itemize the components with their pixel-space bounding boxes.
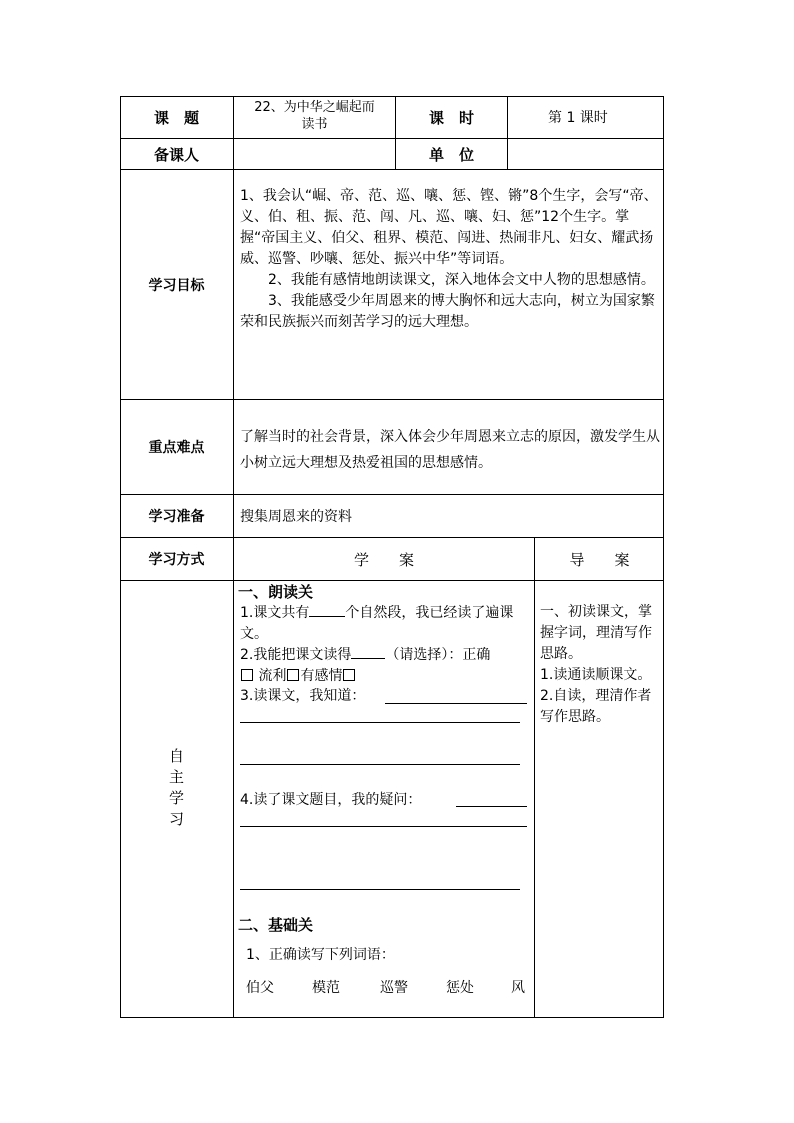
topic-value-line2: 读书 [301, 117, 328, 132]
section1-title: 一、朗读关 [238, 583, 314, 601]
answer-line[interactable] [456, 806, 527, 807]
objective-3: 3、我能感受少年周恩来的博大胸怀和远大志向，树立为国家繁荣和民族振兴而刻苦学习的远大理想。 [240, 293, 655, 330]
preparer-label: 备课人 [153, 145, 199, 164]
q4-text: 4.读了课文题目，我的疑问： [240, 792, 422, 808]
word-1: 伯父 [246, 980, 274, 996]
option-emotional: 有感情 [300, 668, 343, 684]
self-study-char: 自 [168, 747, 184, 765]
word-3: 巡警 [380, 980, 408, 996]
word-2: 模范 [312, 980, 340, 996]
self-study-label [120, 746, 233, 830]
q3-text: 3.读课文，我知道： [240, 688, 366, 704]
topic-value-line1: 22、为中华之崛起而 [254, 100, 375, 115]
q2-text-b: （请选择）：正确 [385, 647, 491, 663]
study-plan-header: 学 案 [353, 550, 414, 569]
period-value: 第 1 课时 [548, 110, 608, 126]
preparation-label: 学习准备 [148, 509, 205, 525]
checkbox-correct[interactable] [241, 669, 253, 681]
guide-item-1: 一、初读课文，掌握字词，理清写作思路。 [540, 604, 652, 662]
checkbox-fluent[interactable] [287, 669, 299, 681]
answer-line[interactable] [240, 826, 527, 827]
period-label: 课 时 [428, 108, 474, 127]
objective-2: 2、我能有感情地朗读课文，深入地体会文中人物的思想感情。 [268, 272, 655, 288]
row-divider [120, 580, 664, 581]
q1-text-b: 个自然段，我已经读了 [345, 605, 486, 621]
q2 [240, 644, 532, 687]
preparation-text: 搜集周恩来的资料 [240, 509, 352, 525]
objective-1: 1、我会认“崛、帝、范、巡、嚷、惩、铿、锵”8个生字，会写“帝、义、伯、租、振、范、闯、凡、巡、嚷、妇、惩”12个生字。掌握“帝国主义、伯父、租界、模范、闯进、热闹非凡、妇女、耀武扬威、巡警、吵嚷、惩处、振兴中华”等词语。 [240, 188, 658, 267]
answer-line[interactable] [240, 722, 520, 723]
key-points-label: 重点难点 [148, 440, 205, 456]
answer-line[interactable] [240, 889, 520, 890]
objectives-label: 学习目标 [148, 277, 205, 294]
paragraph-count-blank[interactable] [309, 602, 345, 617]
unit-value[interactable] [508, 139, 664, 169]
section2-title: 二、基础关 [238, 916, 314, 934]
objectives-content [240, 186, 660, 333]
topic-value [234, 99, 395, 137]
word-4: 惩处 [446, 980, 474, 996]
q1-text-a: 1.课文共有 [240, 605, 310, 621]
guide-content [540, 602, 662, 728]
guide-item-3: 2.自读，理清作者写作思路。 [540, 688, 652, 725]
reading-level-blank[interactable] [351, 644, 385, 659]
answer-line[interactable] [385, 703, 527, 704]
self-study-char: 学 [168, 789, 184, 807]
word-5: 风 [511, 980, 525, 996]
option-fluent: 流利 [258, 668, 287, 684]
q1 [240, 602, 532, 645]
s2-q1: 1、正确读写下列词语： [246, 947, 395, 963]
checkbox-emotional[interactable] [343, 669, 355, 681]
self-study-char: 习 [168, 810, 184, 828]
column-divider [534, 537, 535, 1018]
self-study-char: 主 [168, 768, 184, 786]
guide-plan-header: 导 案 [569, 550, 630, 569]
unit-label: 单 位 [428, 145, 474, 164]
q2-text-a: 2.我能把课文读得 [240, 647, 352, 663]
guide-item-2: 1.读通读顺课文。 [540, 667, 652, 683]
answer-line[interactable] [240, 764, 520, 765]
topic-label: 课 题 [153, 108, 199, 127]
preparer-value[interactable] [234, 139, 395, 169]
key-points-text: 了解当时的社会背景，深入体会少年周恩来立志的原因，激发学生从小树立远大理想及热爱祖国的思想感情。 [240, 429, 660, 471]
method-label: 学习方式 [148, 552, 205, 568]
q1-text-c: 遍课文。 [240, 605, 514, 642]
